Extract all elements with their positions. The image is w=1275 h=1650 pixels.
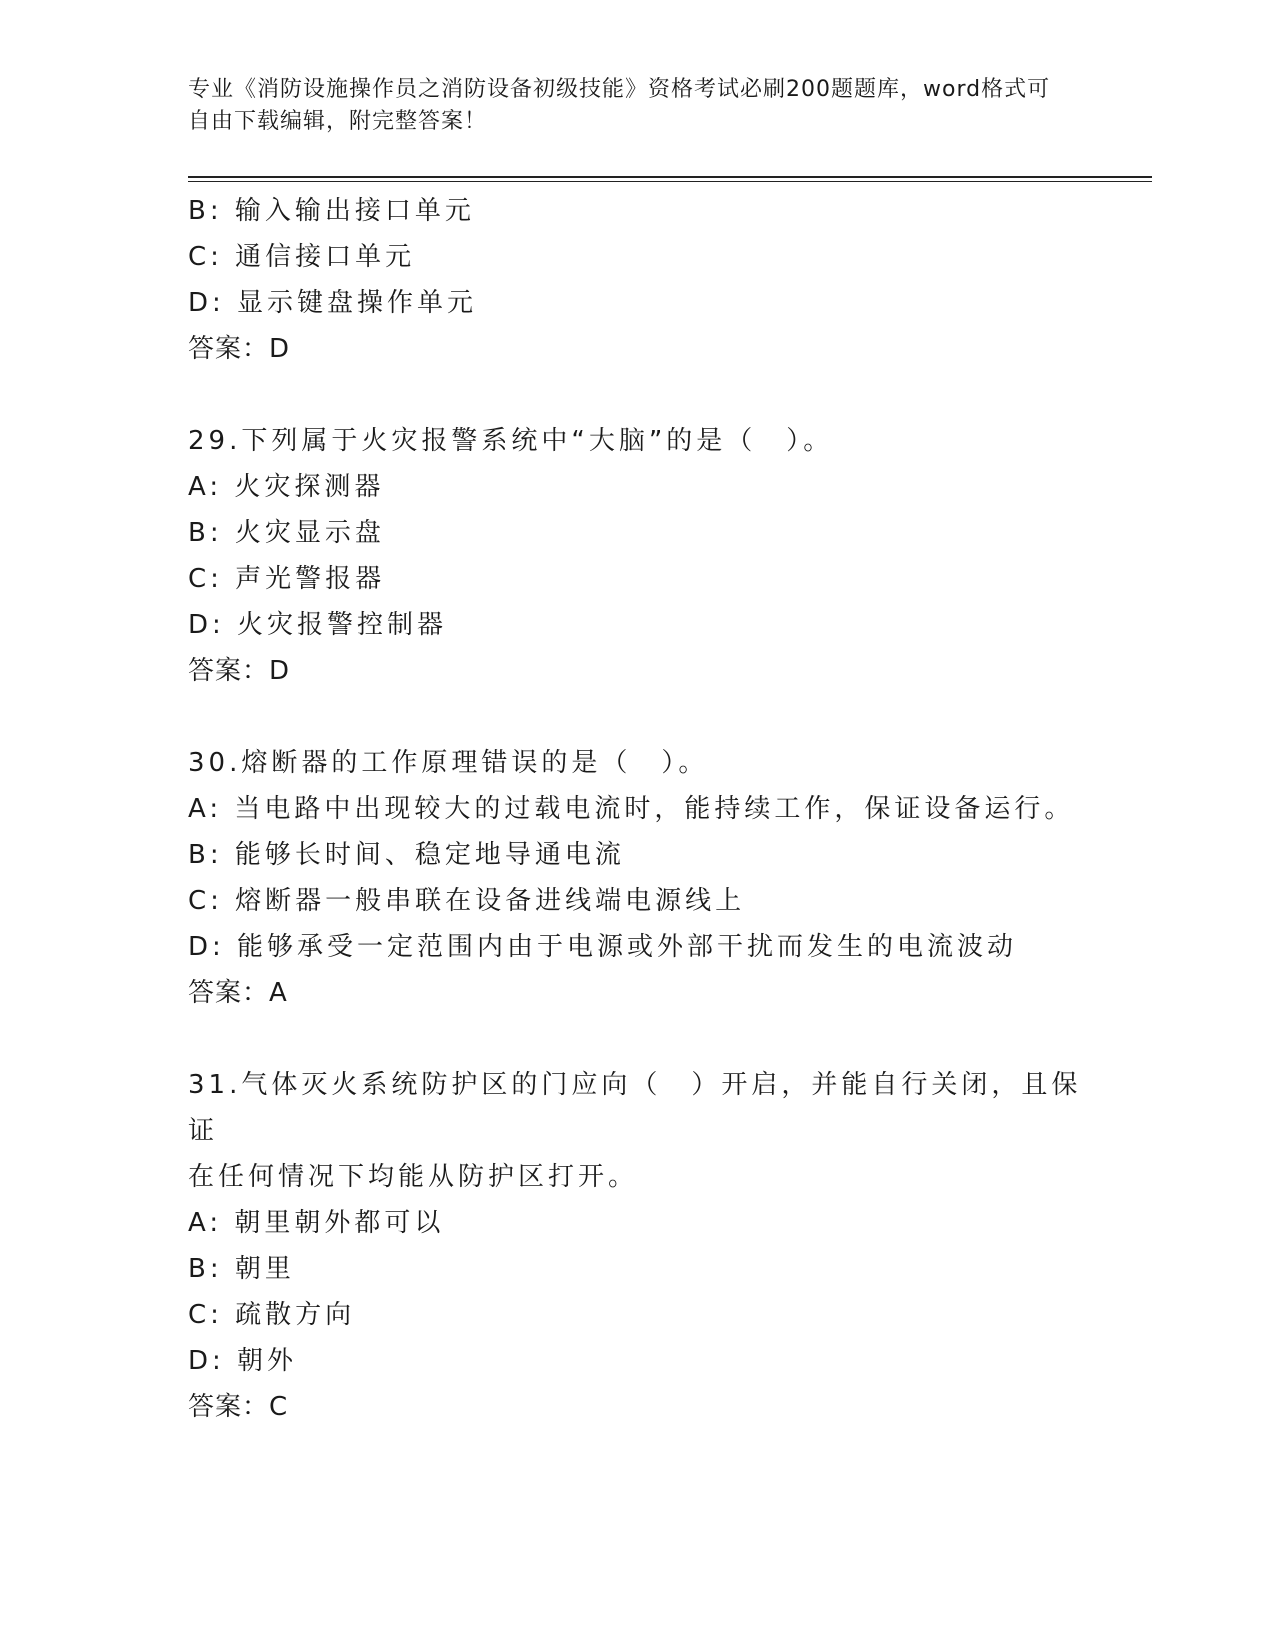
question-31 (188, 1062, 1088, 1430)
header-divider-thick (188, 176, 1152, 178)
option-b: B: 朝里 (188, 1254, 295, 1284)
option-b: B: 能够长时间、稳定地导通电流 (188, 840, 625, 870)
question-title-line-2: 在任何情况下均能从防护区打开。 (188, 1162, 639, 1192)
option-d: D: 能够承受一定范围内由于电源或外部干扰而发生的电流波动 (188, 932, 1018, 962)
spacer (188, 372, 1088, 418)
spacer (188, 694, 1088, 740)
option-a: A: 当电路中出现较大的过载电流时，能持续工作，保证设备运行。 (188, 794, 1075, 824)
option-d: D: 朝外 (188, 1346, 298, 1376)
question-29 (188, 418, 1088, 694)
option-b: B: 输入输出接口单元 (188, 196, 475, 226)
question-title-line-1: 31.气体灭火系统防护区的门应向（ ）开启，并能自行关闭，且保证 (188, 1070, 1082, 1146)
option-c: C: 声光警报器 (188, 564, 386, 594)
question-30 (188, 740, 1088, 1016)
answer-line: 答案：D (188, 334, 291, 364)
question-title: 29.下列属于火灾报警系统中“大脑”的是（ ）。 (188, 426, 834, 456)
option-c: C: 疏散方向 (188, 1300, 356, 1330)
option-d: D: 火灾报警控制器 (188, 610, 448, 640)
option-c: C: 熔断器一般串联在设备进线端电源线上 (188, 886, 746, 916)
answer-line: 答案：C (188, 1392, 289, 1422)
question-28-carryover (188, 188, 1088, 372)
option-a: A: 火灾探测器 (188, 472, 385, 502)
spacer (188, 1016, 1088, 1062)
question-content (188, 188, 1088, 1430)
option-d: D: 显示键盘操作单元 (188, 288, 478, 318)
option-c: C: 通信接口单元 (188, 242, 416, 272)
answer-line: 答案：D (188, 656, 291, 686)
option-b: B: 火灾显示盘 (188, 518, 385, 548)
document-header: 专业《消防设施操作员之消防设备初级技能》资格考试必刷200题题库，word格式可自由下载编辑，附完整答案！ (188, 77, 1051, 134)
question-title: 30.熔断器的工作原理错误的是（ ）。 (188, 748, 709, 778)
answer-line: 答案：A (188, 978, 288, 1008)
header-divider-thin (188, 181, 1152, 182)
option-a: A: 朝里朝外都可以 (188, 1208, 445, 1238)
